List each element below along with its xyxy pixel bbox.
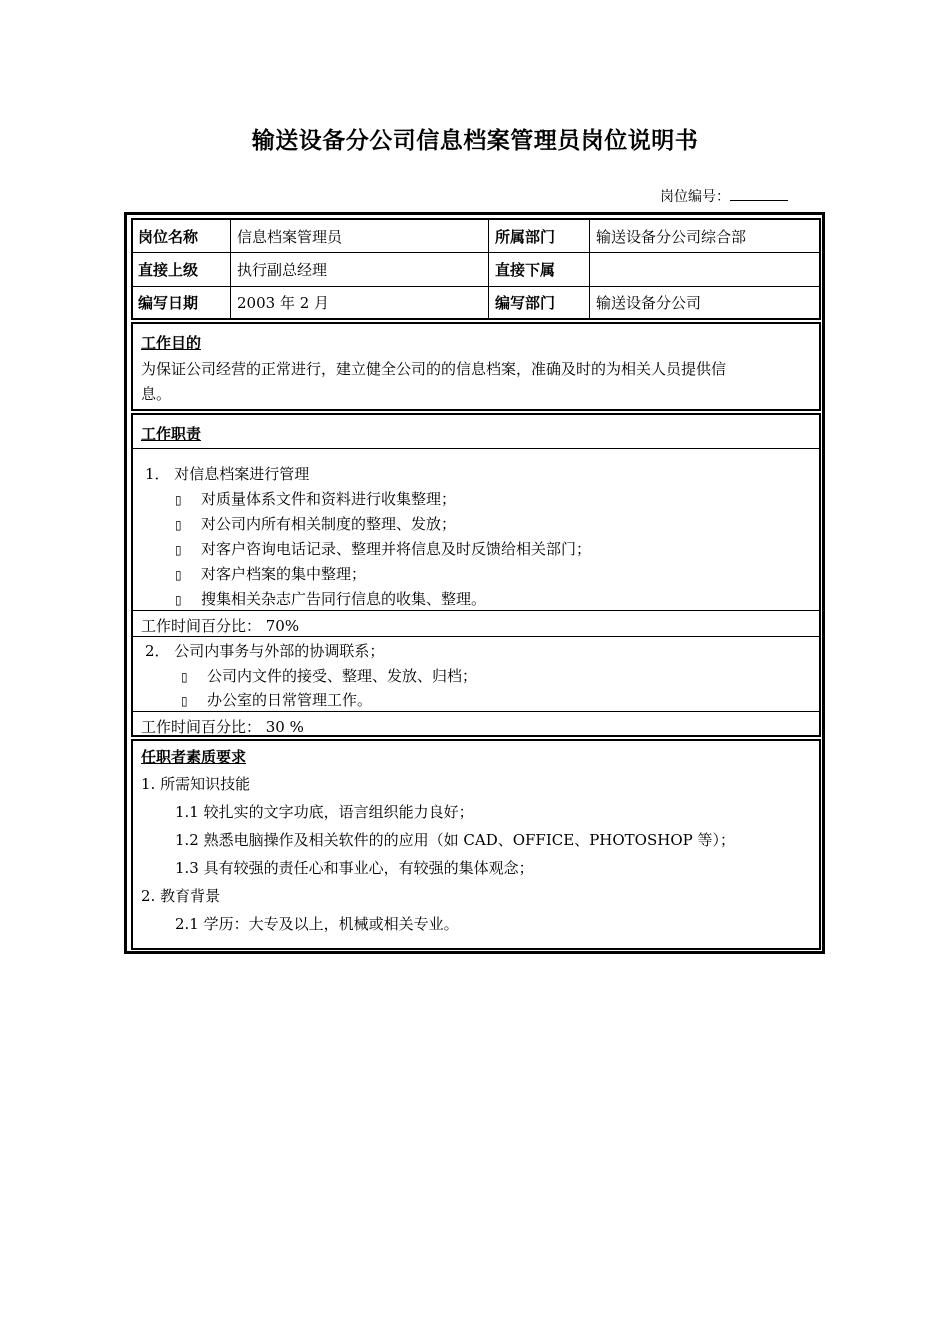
writer-dept-value: 输送设备分公司 bbox=[596, 294, 702, 312]
req-knowledge-heading: 1. 所需知识技能 bbox=[141, 775, 251, 793]
duty-1-bullet-text: 对质量体系文件和资料进行收集整理； bbox=[201, 490, 457, 508]
post-number-label: 岗位编号： bbox=[660, 189, 730, 205]
document-title: 输送设备分公司信息档案管理员岗位说明书 bbox=[251, 128, 699, 154]
dept-label: 所属部门 bbox=[495, 227, 556, 246]
req-education-heading: 2. 教育背景 bbox=[141, 887, 221, 905]
duty-1-bullet bbox=[175, 588, 486, 609]
req-item: 1.3 具有较强的责任心和事业心，有较强的集体观念； bbox=[175, 859, 534, 877]
duty-1-time-percent: 工作时间百分比： 70% bbox=[141, 617, 300, 635]
duties-section bbox=[131, 413, 821, 737]
duties-title: 工作职责 bbox=[141, 425, 202, 443]
job-description-table bbox=[124, 212, 825, 954]
duty-2-bullet bbox=[181, 665, 477, 686]
requirements-title: 任职者素质要求 bbox=[141, 748, 247, 766]
requirements-section bbox=[131, 739, 821, 950]
dept-value: 输送设备分公司综合部 bbox=[596, 227, 747, 246]
duty-2-bullet-text: 公司内文件的接受、整理、发放、归档； bbox=[207, 667, 478, 685]
info-table bbox=[131, 218, 821, 320]
bullet-icon: ▯ bbox=[175, 543, 182, 557]
duty-1-bullet-text: 对客户档案的集中整理； bbox=[201, 565, 367, 583]
duty-1-bullet bbox=[175, 538, 591, 559]
post-number-blank[interactable] bbox=[730, 186, 788, 201]
post-number bbox=[660, 186, 788, 206]
bullet-icon: ▯ bbox=[181, 694, 188, 708]
duty-2-bullet-text: 办公室的日常管理工作。 bbox=[207, 691, 373, 709]
bullet-icon: ▯ bbox=[175, 568, 182, 582]
superior-value: 执行副总经理 bbox=[237, 261, 328, 279]
superior-label: 直接上级 bbox=[138, 261, 199, 279]
duty-1-bullet-text: 搜集相关杂志广告同行信息的收集、整理。 bbox=[201, 590, 487, 608]
bullet-icon: ▯ bbox=[175, 493, 182, 507]
duty-2-heading: 2． 公司内事务与外部的协调联系； bbox=[145, 642, 385, 660]
purpose-line-2: 息。 bbox=[141, 385, 172, 403]
duty-1-bullet-text: 对客户咨询电话记录、整理并将信息及时反馈给相关部门； bbox=[201, 540, 592, 558]
subordinate-label: 直接下属 bbox=[495, 261, 556, 279]
duty-1-bullet bbox=[175, 513, 456, 534]
duty-1-heading: 1． 对信息档案进行管理 bbox=[145, 465, 310, 483]
writer-dept-label: 编写部门 bbox=[495, 294, 556, 312]
purpose-line-1: 为保证公司经营的正常进行，建立健全公司的的信息档案，准确及时的为相关人员提供信 bbox=[141, 360, 727, 378]
req-item: 1.2 熟悉电脑操作及相关软件的的应用（如 CAD、OFFICE、PHOTOSHOP 等）； bbox=[175, 831, 735, 849]
duty-1-bullet-text: 对公司内所有相关制度的整理、发放； bbox=[201, 515, 457, 533]
bullet-icon: ▯ bbox=[175, 593, 182, 607]
req-item: 1.1 较扎实的文字功底，语言组织能力良好； bbox=[175, 803, 474, 821]
duty-2-time-percent: 工作时间百分比： 30 % bbox=[141, 718, 304, 736]
req-item: 2.1 学历：大专及以上，机械或相关专业。 bbox=[175, 915, 459, 933]
duty-1-bullet bbox=[175, 488, 456, 509]
purpose-section bbox=[131, 322, 821, 411]
subordinate-value bbox=[591, 253, 819, 286]
position-name-label: 岗位名称 bbox=[138, 227, 199, 246]
purpose-title: 工作目的 bbox=[141, 334, 202, 352]
bullet-icon: ▯ bbox=[181, 670, 188, 684]
duty-2-bullet bbox=[181, 689, 372, 710]
duty-1-bullet bbox=[175, 563, 366, 584]
date-value: 2003 年 2 月 bbox=[237, 294, 330, 312]
position-name-value: 信息档案管理员 bbox=[237, 227, 343, 246]
date-label: 编写日期 bbox=[138, 294, 199, 312]
bullet-icon: ▯ bbox=[175, 518, 182, 532]
